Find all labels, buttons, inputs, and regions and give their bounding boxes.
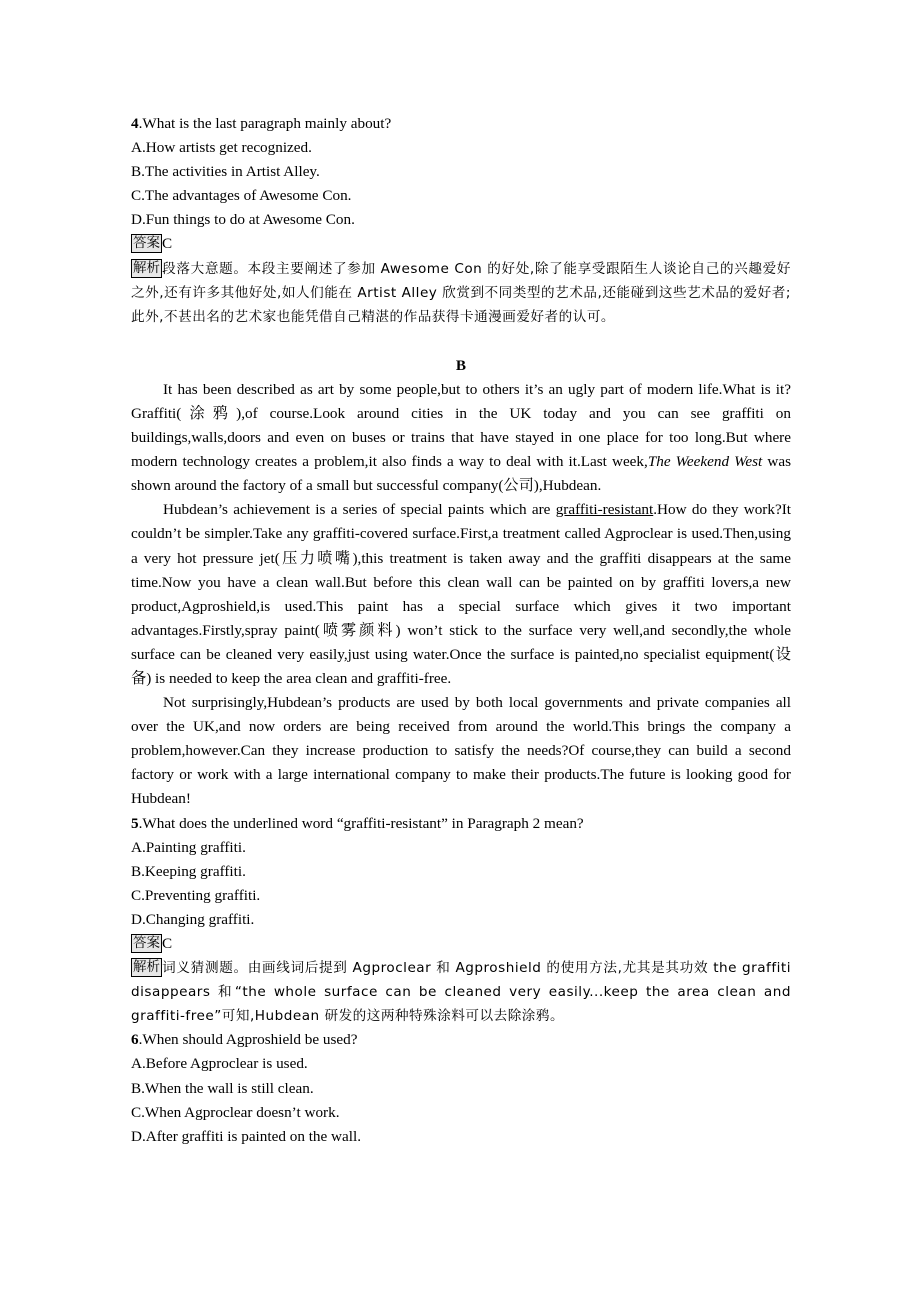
option-a: A.How artists get recognized. [131, 139, 312, 157]
answer-row [131, 932, 791, 956]
option-b: B.The activities in Artist Alley. [131, 163, 320, 181]
option-a: A.Before Agproclear is used. [131, 1055, 308, 1073]
paragraph-text: .How do they work?It couldn’t be simpler.Take any graffiti-covered surface.First,a treatment called Agproclear is used.Then,using a very hot pressure jet(压力喷嘴),this treatment is taken away and the graffiti disappears at the same time.Now you have a clean wall.But before this clean wall can be painted on by graffiti lovers,a new product,Agproshield,is used.This paint has a special surface which gives it two important advantages.Firstly,spray paint(喷雾颜料) won’t stick to the surface very well,and secondly,the whole surface can be cleaned very easily,just using water.Once the surface is painted,no specialist equipment(设备) is needed to keep the area clean and graffiti-free. [131, 501, 791, 687]
analysis-label: 解析 [133, 959, 160, 976]
option-c: C.When Agproclear doesn’t work. [131, 1103, 340, 1121]
analysis-block [131, 257, 791, 329]
paragraph-text: It has been described as art by some people,but to others it’s an ugly part of modern life.What is it?Graffiti(涂鸦),of course.Look around cities in the UK today and you can see graffiti on buildings,walls,doors and even on buses or trains that have stayed in one place for too long.But where modern technology creates a problem,it also finds a way to deal with it.Last week, [131, 380, 791, 471]
option-d: D.Fun things to do at Awesome Con. [131, 211, 355, 229]
analysis-label: 解析 [133, 259, 160, 276]
passage-paragraph-2 [131, 498, 791, 691]
question-number: 4 [131, 115, 139, 132]
option-b: B.When the wall is still clean. [131, 1079, 314, 1097]
passage-paragraph-1 [131, 378, 791, 498]
answer-value: C [162, 935, 173, 952]
option-d: D.After graffiti is painted on the wall. [131, 1127, 361, 1145]
question-text: .When should Agproshield be used? [138, 1031, 358, 1049]
analysis-text: 词义猜测题。由画线词后提到 Agproclear 和 Agproshield 的使用方法,尤其是其功效 the graffiti disappears 和“the whole surface can be cleaned very easily...keep the area clean and graffiti-free”可知,Hubdean 研发的这两种特殊涂料可以去除涂鸦。 [131, 960, 791, 1025]
option-c: C.The advantages of Awesome Con. [131, 187, 352, 205]
option-c: C.Preventing graffiti. [131, 886, 261, 904]
section-title: B [455, 356, 467, 374]
passage-paragraph-3: Not surprisingly,Hubdean’s products are used by both local governments and private companies all over the UK,and now orders are being received from around the world.This brings the company a problem,however.Can they increase production to satisfy the needs?Of course,they can build a second factory or work with a large international company to make their products.The future is looking good for Hubdean! [131, 694, 791, 808]
paragraph-text: was shown around the factory of a small but successful company(公司),Hubdean. [131, 453, 791, 495]
question-text: .What does the underlined word “graffiti-resistant” in Paragraph 2 mean? [138, 814, 584, 832]
underlined-word: graffiti-resistant [555, 501, 654, 519]
question-number: 5 [131, 814, 139, 832]
option-a: A.Painting graffiti. [131, 838, 246, 856]
newspaper-title: The Weekend West [647, 453, 763, 471]
question-text: .What is the last paragraph mainly about? [138, 115, 392, 132]
document-page [131, 112, 791, 1149]
analysis-text: 段落大意题。本段主要阐述了参加 Awesome Con 的好处,除了能享受跟陌生人谈论自己的兴趣爱好之外,还有许多其他好处,如人们能在 Artist Alley 欣赏到不同类型的艺术品,还能碰到这些艺术品的爱好者;此外,不甚出名的艺术家也能凭借自己精湛的作品获得卡通漫画爱好者的认可。 [131, 260, 791, 325]
option-b: B.Keeping graffiti. [131, 862, 246, 880]
question-4 [131, 112, 791, 136]
question-6 [131, 1028, 791, 1052]
answer-value: C [162, 235, 173, 253]
question-5 [131, 812, 791, 836]
answer-label: 答案 [133, 235, 160, 252]
answer-label: 答案 [133, 935, 160, 951]
paragraph-text: Hubdean’s achievement is a series of special paints which are [163, 501, 556, 519]
answer-row [131, 232, 791, 256]
option-d: D.Changing graffiti. [131, 910, 255, 928]
question-number: 6 [131, 1031, 139, 1049]
passage [131, 378, 791, 812]
analysis-block [131, 956, 791, 1028]
